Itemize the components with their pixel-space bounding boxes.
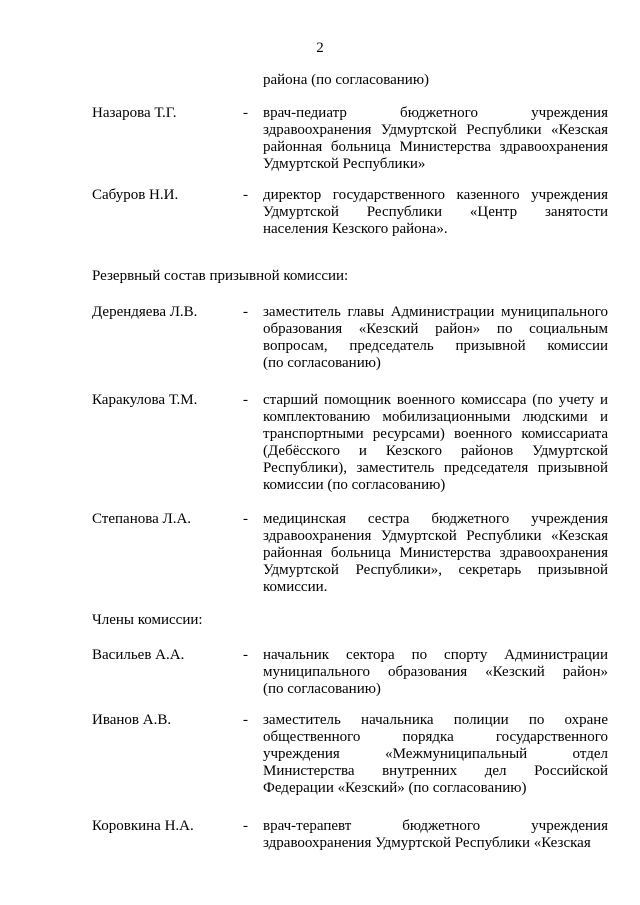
position-line: Удмуртской Республики «Центр занятости: [263, 204, 608, 220]
separator-dash: -: [243, 818, 248, 834]
position-line: (по согласованию): [263, 681, 381, 697]
member-position: [263, 187, 608, 238]
member-position: [263, 511, 608, 596]
member-name: Назарова Т.Г.: [92, 105, 177, 121]
position-line: начальник сектора по спорту Администрации: [263, 647, 608, 663]
position-line: (Дебёсского и Кезского районов Удмуртской: [263, 443, 608, 459]
separator-dash: -: [243, 105, 248, 121]
position-line: Удмуртской Республики»: [263, 156, 426, 172]
position-line: врач-терапевт бюджетного учреждения: [263, 818, 608, 834]
position-line: здравоохранения Удмуртской Республики «Кезская: [263, 835, 591, 851]
position-line: Республики), заместитель председателя призывной: [263, 460, 608, 476]
member-position: [263, 304, 608, 372]
member-name: Коровкина Н.А.: [92, 818, 194, 834]
member-name: Каракулова Т.М.: [92, 392, 198, 408]
position-line: общественного порядка государственного: [263, 729, 608, 745]
member-name: Степанова Л.А.: [92, 511, 192, 527]
position-line: муниципального образования «Кезский район»: [263, 664, 608, 680]
position-line: транспортными ресурсами) военного комиссариата: [263, 426, 608, 442]
position-line: врач-педиатр бюджетного учреждения: [263, 105, 608, 121]
section-title-members: Члены комиссии:: [92, 612, 203, 628]
position-line: заместитель начальника полиции по охране: [263, 712, 608, 728]
separator-dash: -: [243, 647, 248, 663]
separator-dash: -: [243, 511, 248, 527]
position-line: комиссии (по согласованию): [263, 477, 446, 493]
position-line: районная больница Министерства здравоохранения: [263, 139, 608, 155]
member-position: [263, 105, 608, 173]
member-name: Сабуров Н.И.: [92, 187, 179, 203]
position-line: населения Кезского района».: [263, 221, 448, 237]
position-line: директор государственного казенного учреждения: [263, 187, 608, 203]
position-line: Федерации «Кезский» (по согласованию): [263, 780, 527, 796]
position-line: старший помощник военного комиссара (по учету и: [263, 392, 608, 408]
member-name: Иванов А.В.: [92, 712, 172, 728]
separator-dash: -: [243, 712, 248, 728]
continued-text: района (по согласованию): [263, 72, 430, 88]
section-title-reserve: Резервный состав призывной комиссии:: [92, 268, 349, 284]
position-line: районная больница Министерства здравоохранения: [263, 545, 608, 561]
separator-dash: -: [243, 392, 248, 408]
position-line: здравоохранения Удмуртской Республики «Кезская: [263, 528, 608, 544]
member-name: Дерендяева Л.В.: [92, 304, 198, 320]
position-line: заместитель главы Администрации муниципального: [263, 304, 608, 320]
position-line: медицинская сестра бюджетного учреждения: [263, 511, 608, 527]
member-name: Васильев А.А.: [92, 647, 185, 663]
member-position: [263, 818, 608, 852]
position-line: здравоохранения Удмуртской Республики «Кезская: [263, 122, 608, 138]
member-position: [263, 392, 608, 494]
position-line: учреждения «Межмуниципальный отдел: [263, 746, 608, 762]
position-line: комплектованию мобилизационными людскими и: [263, 409, 608, 425]
position-line: Удмуртской Республики», секретарь призывной: [263, 562, 608, 578]
separator-dash: -: [243, 187, 248, 203]
position-line: (по согласованию): [263, 355, 381, 371]
member-position: [263, 647, 608, 698]
position-line: образования «Кезский район» по социальным: [263, 321, 608, 337]
position-line: комиссии.: [263, 579, 328, 595]
position-line: Министерства внутренних дел Российской: [263, 763, 608, 779]
position-line: вопросам, председатель призывной комиссии: [263, 338, 608, 354]
page-number: 2: [316, 40, 324, 56]
separator-dash: -: [243, 304, 248, 320]
member-position: [263, 712, 608, 797]
